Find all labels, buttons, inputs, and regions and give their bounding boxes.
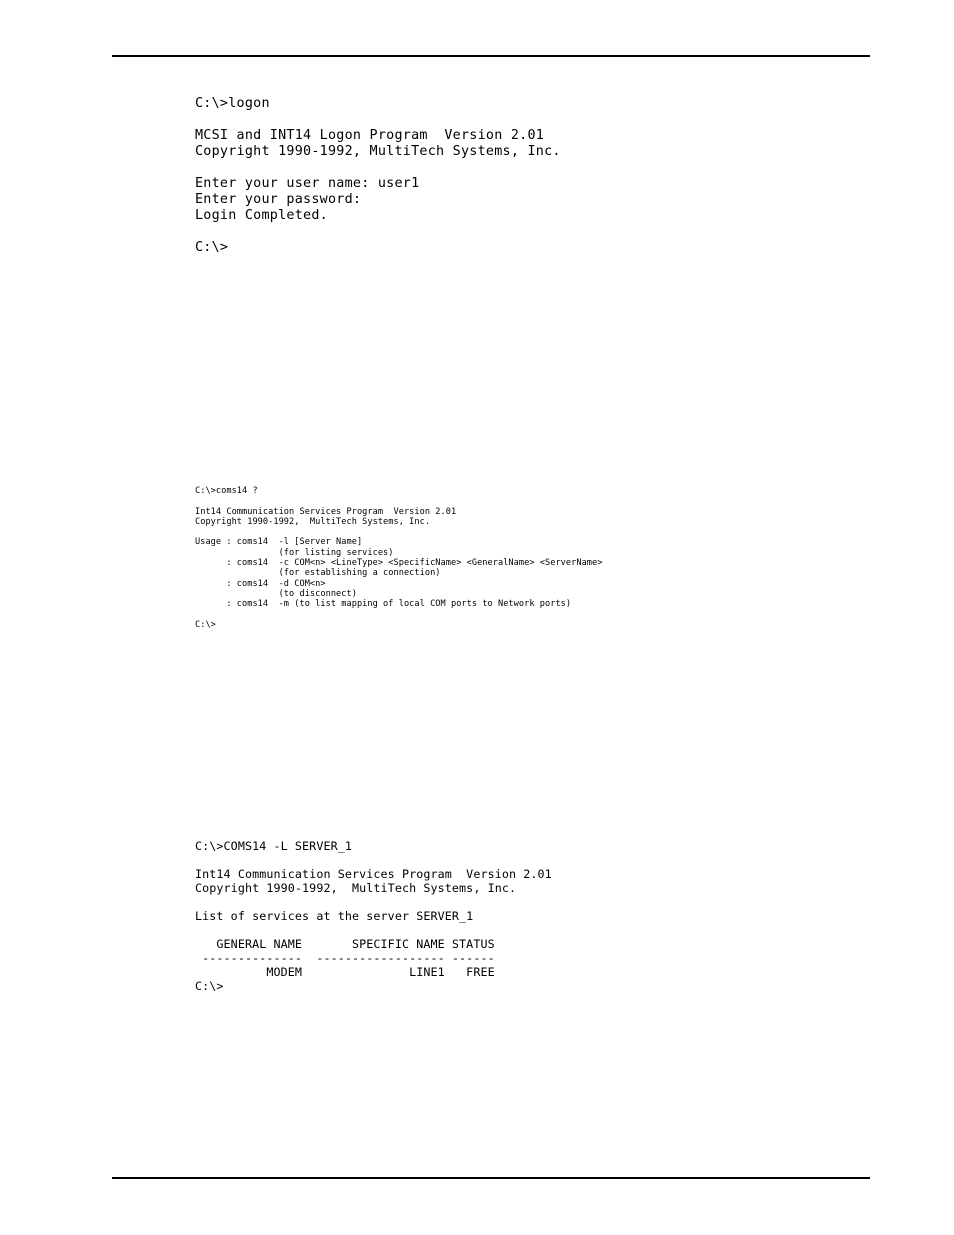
password-prompt-line: Enter your password: <box>195 192 362 207</box>
blank-line <box>195 496 602 506</box>
logon-screen-capture <box>195 96 561 256</box>
bottom-rule <box>112 1177 870 1179</box>
usage-disconnect-option-line: : coms14 -d COM<n> <box>195 578 326 589</box>
usage-connect-option-line: : coms14 -c COM<n> <LineType> <SpecificName> <GeneralName> <ServerName> <box>195 558 603 569</box>
usage-mapping-option-line: : coms14 -m (to list mapping of local COM ports to Network ports) <box>195 599 572 610</box>
blank-line <box>195 224 561 240</box>
usage-disconnect-desc-line: (to disconnect) <box>195 588 357 599</box>
top-rule <box>112 55 870 57</box>
program-title-line: Int14 Communication Services Program Version 2.01 <box>195 506 457 517</box>
table-separator-line: -------------- ------------------ ------ <box>195 951 495 965</box>
usage-list-option-line: Usage : coms14 -l [Server Name] <box>195 537 363 548</box>
command-prompt-line: C:\> <box>195 240 229 255</box>
logon-command-line: C:\>logon <box>195 96 270 111</box>
blank-line <box>195 853 552 867</box>
table-row: MODEM LINE1 FREE <box>195 965 495 979</box>
program-title-line: MCSI and INT14 Logon Program Version 2.01 <box>195 128 545 143</box>
table-header-line: GENERAL NAME SPECIFIC NAME STATUS <box>195 937 495 951</box>
blank-line <box>195 527 602 537</box>
service-list-screen-capture <box>195 839 552 993</box>
blank-line <box>195 160 561 176</box>
copyright-line: Copyright 1990-1992, MultiTech Systems, Inc. <box>195 516 431 527</box>
list-command-line: C:\>COMS14 -L SERVER_1 <box>195 839 353 853</box>
service-list-heading-line: List of services at the server SERVER_1 <box>195 909 474 923</box>
usage-list-desc-line: (for listing services) <box>195 547 394 558</box>
copyright-line: Copyright 1990-1992, MultiTech Systems, Inc. <box>195 144 561 159</box>
blank-line <box>195 112 561 128</box>
login-status-line: Login Completed. <box>195 208 328 223</box>
usage-command-line: C:\>coms14 ? <box>195 486 258 496</box>
blank-line <box>195 610 602 620</box>
command-prompt-line: C:\> <box>195 979 224 993</box>
program-title-line: Int14 Communication Services Program Version 2.01 <box>195 867 552 881</box>
blank-line <box>195 923 552 937</box>
command-prompt-line: C:\> <box>195 619 216 630</box>
copyright-line: Copyright 1990-1992, MultiTech Systems, Inc. <box>195 881 517 895</box>
blank-line <box>195 895 552 909</box>
username-prompt-line: Enter your user name: user1 <box>195 176 420 191</box>
usage-connect-desc-line: (for establishing a connection) <box>195 568 441 579</box>
usage-screen-capture <box>195 486 602 630</box>
